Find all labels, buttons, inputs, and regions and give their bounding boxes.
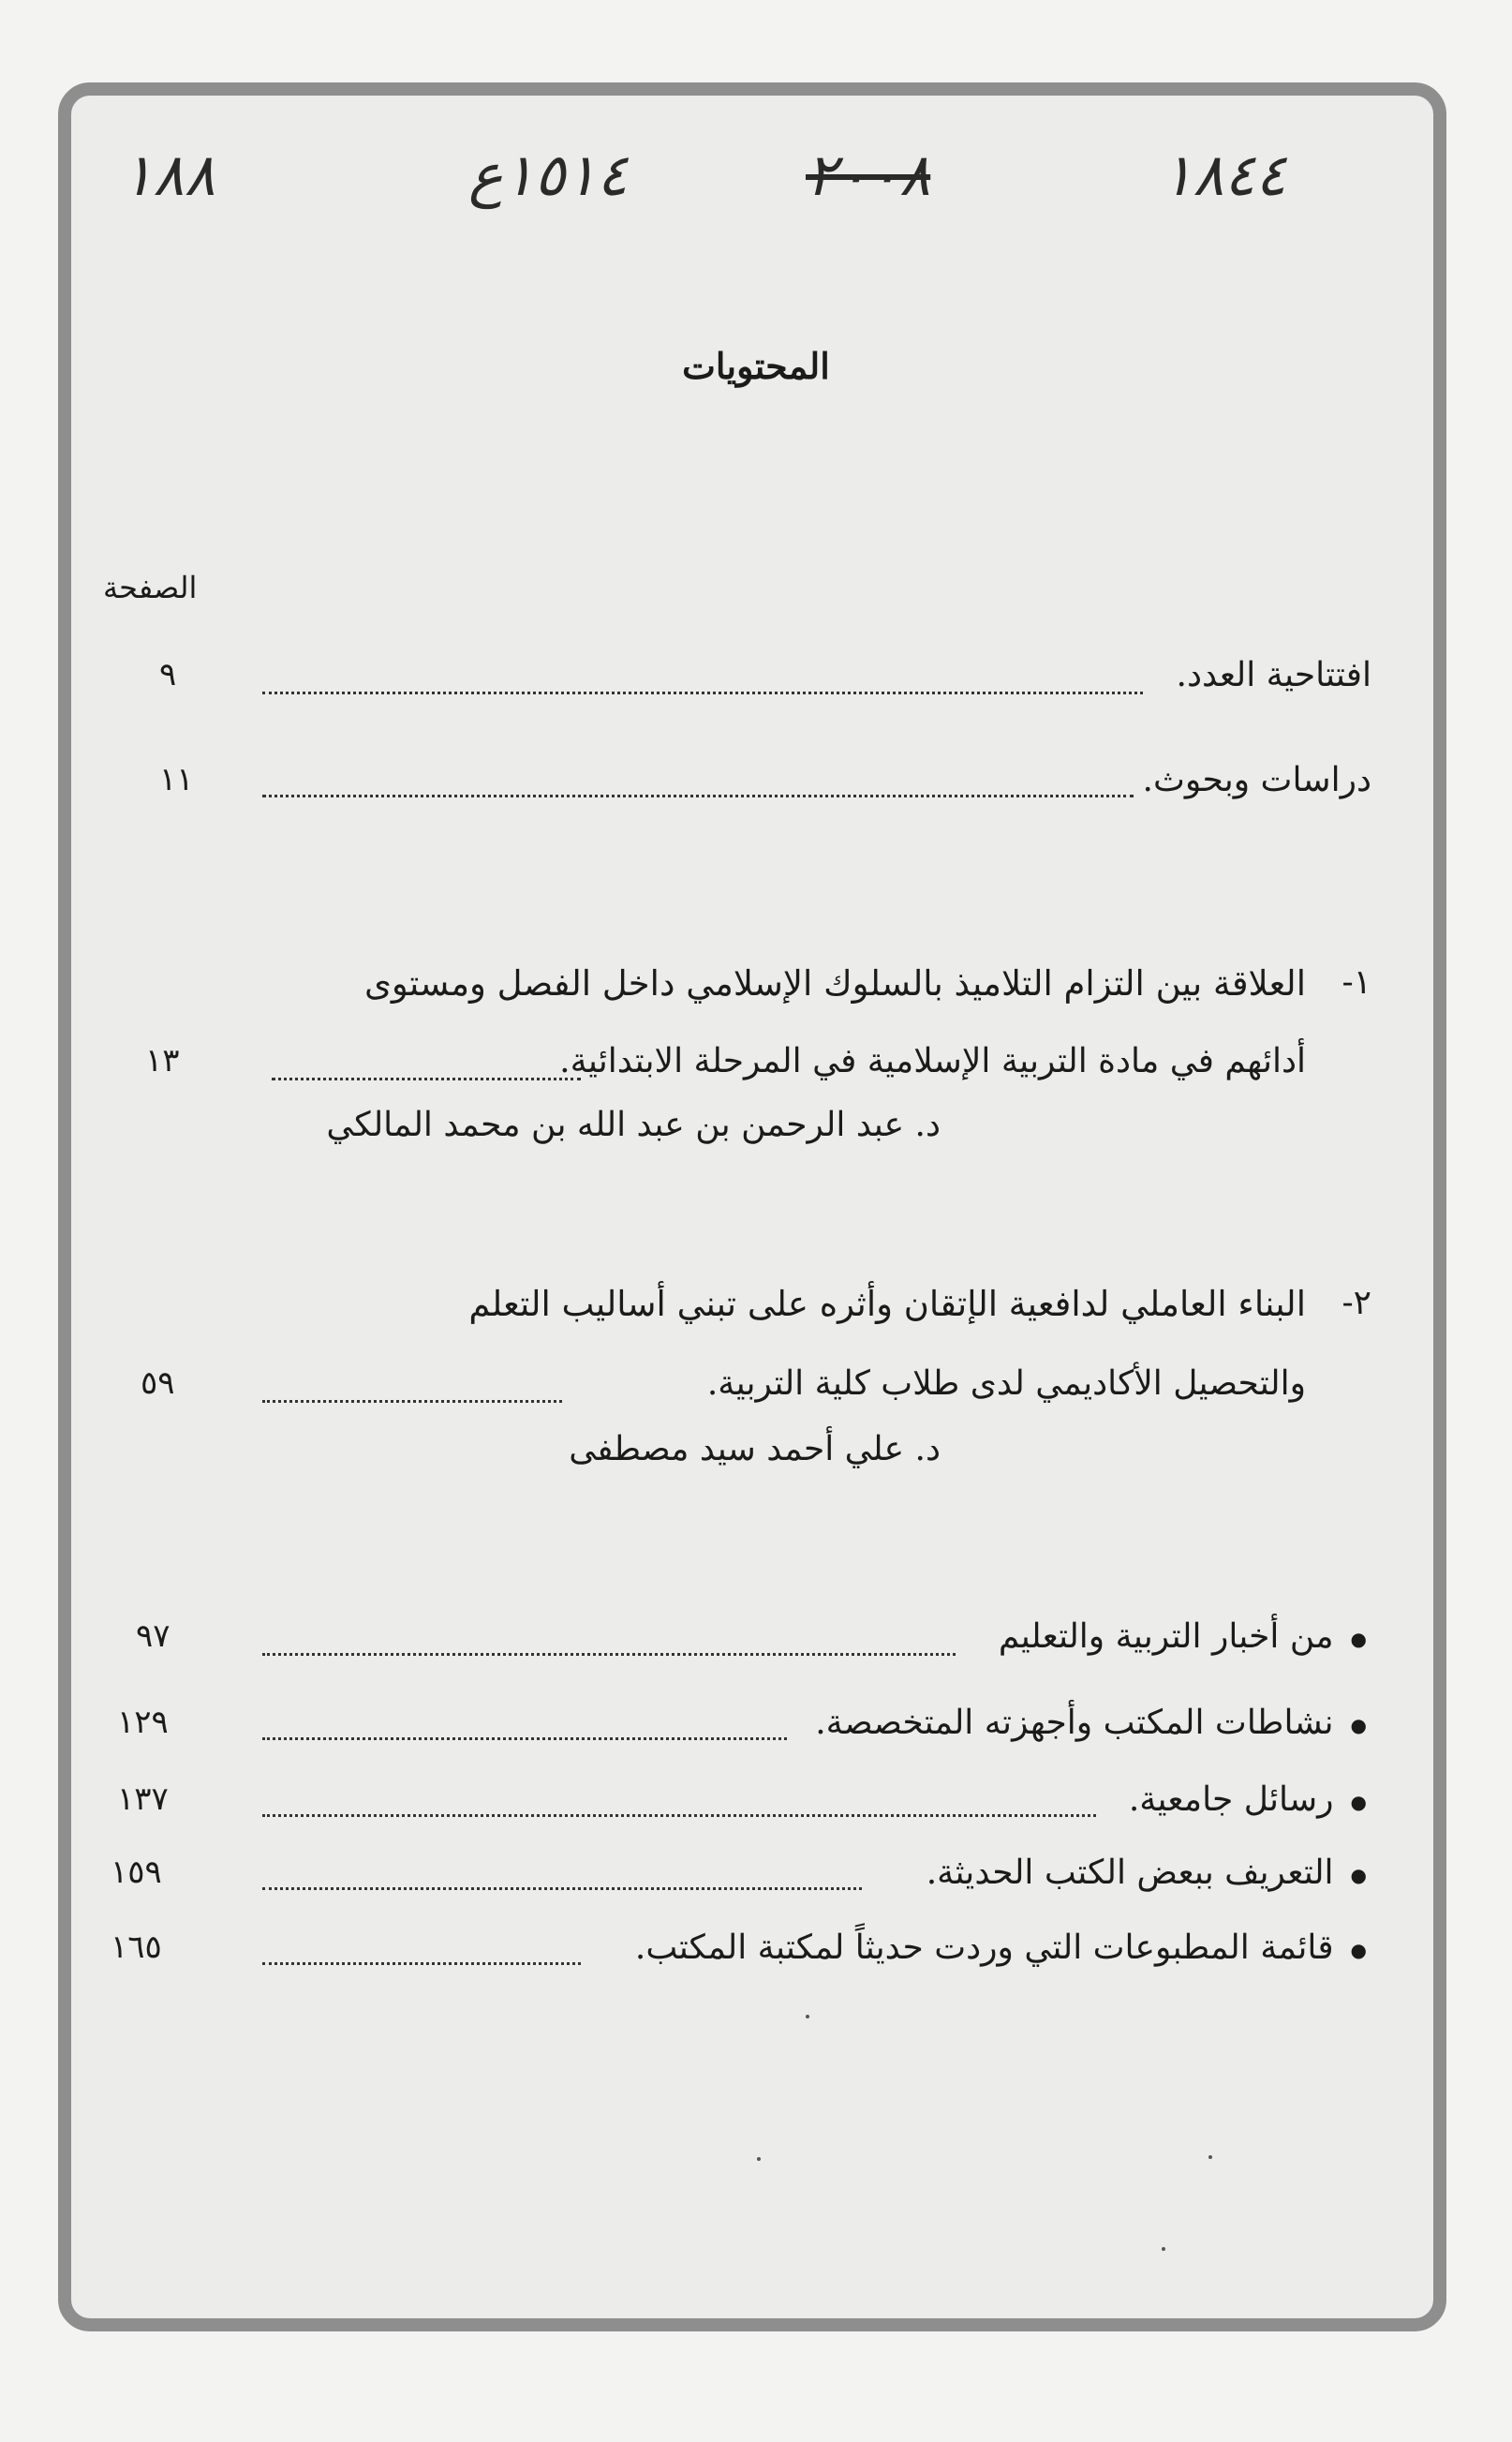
section-publications-list: ● قائمة المطبوعات التي وردت حديثاً لمكتبة المكتب. — [635, 1928, 1367, 1967]
study-1-page: ١٣ — [145, 1042, 180, 1080]
study-2-page: ٥٩ — [141, 1364, 175, 1402]
study-1-number: ١- — [1342, 963, 1371, 1002]
leader-dots — [262, 1962, 581, 1965]
toc-page-editorial: ٩ — [159, 656, 177, 693]
leader-dots — [262, 1887, 862, 1890]
toc-entry-studies: دراسات وبحوث. — [1142, 761, 1371, 799]
handwritten-note-2: ١٥١٤ع — [468, 141, 629, 209]
leader-dots — [262, 1653, 956, 1656]
section-news-page: ٩٧ — [136, 1617, 170, 1655]
section-office-activities: ● نشاطات المكتب وأجهزته المتخصصة. — [815, 1704, 1367, 1742]
section-book-reviews: ● التعريف ببعض الكتب الحديثة. — [926, 1854, 1367, 1892]
study-2-number: ٢- — [1342, 1284, 1371, 1322]
toc-page-studies: ١١ — [159, 761, 194, 798]
study-2-author: د. علي أحمد سيد مصطفى — [569, 1430, 941, 1468]
leader-dots — [262, 1400, 562, 1403]
study-1-title-line1: العلاقة بين التزام التلاميذ بالسلوك الإسلامي داخل الفصل ومستوى — [363, 963, 1306, 1004]
handwritten-note-4: ١٨٤٤ — [1162, 141, 1287, 209]
leader-dots — [262, 1737, 787, 1740]
section-news: ● من أخبار التربية والتعليم — [999, 1617, 1367, 1656]
study-1-author: د. عبد الرحمن بن عبد الله بن محمد المالكي — [326, 1106, 941, 1144]
scan-speck — [1162, 2247, 1165, 2251]
handwritten-note-1: ١٨٨ — [122, 141, 215, 209]
section-theses-page: ١٣٧ — [117, 1780, 169, 1818]
study-1-title-line2: أدائهم في مادة التربية الإسلامية في المرحلة الابتدائية. — [559, 1042, 1306, 1080]
scan-speck — [806, 2015, 809, 2018]
section-book-reviews-page: ١٥٩ — [111, 1854, 162, 1891]
page-frame — [58, 82, 1446, 2331]
leader-dots — [262, 795, 1134, 797]
section-publications-list-page: ١٦٥ — [111, 1928, 162, 1966]
section-theses: ● رسائل جامعية. — [1129, 1780, 1367, 1819]
scan-speck — [1208, 2155, 1212, 2159]
study-2-title-line2: والتحصيل الأكاديمي لدى طلاب كلية التربية. — [706, 1364, 1306, 1403]
scan-speck — [757, 2157, 761, 2161]
toc-entry-editorial: افتتاحية العدد. — [1176, 656, 1371, 694]
page-title: المحتويات — [682, 345, 830, 387]
handwritten-note-3: ٢٠٠٨ — [806, 141, 931, 209]
section-office-activities-page: ١٢٩ — [117, 1704, 169, 1741]
leader-dots — [262, 692, 1143, 694]
leader-dots — [262, 1814, 1096, 1817]
page-column-label: الصفحة — [103, 570, 198, 605]
leader-dots — [272, 1078, 581, 1080]
study-2-title-line1: البناء العاملي لدافعية الإتقان وأثره على تبني أساليب التعلم — [468, 1284, 1306, 1324]
